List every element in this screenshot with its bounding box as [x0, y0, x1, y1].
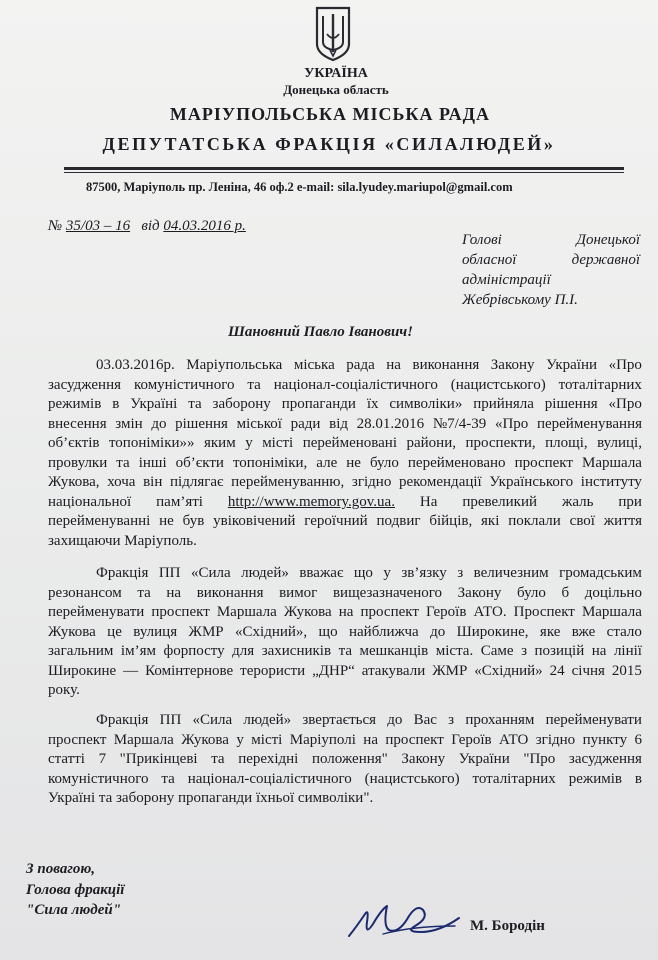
line-word: до: [387, 712, 403, 728]
paragraph-line: [48, 532, 642, 552]
line-word: —: [123, 662, 139, 679]
line-word: але: [316, 454, 338, 471]
line-word: України: [546, 357, 598, 373]
line-word: Україні: [130, 396, 178, 413]
line-word: Широкине: [48, 662, 117, 679]
line-word: стало: [606, 623, 642, 640]
line-word: ім’ям: [120, 643, 156, 660]
line-word: Фракція: [96, 565, 149, 581]
line-word: проспект: [385, 731, 444, 748]
line-word: вищезазначеного: [332, 584, 443, 601]
line-word: хоча: [107, 474, 136, 491]
sender-address: 87500, Маріуполь пр. Леніна, 46 оф.2 e-mail: sila.lyudey.mariupol@gmail.com: [86, 180, 513, 194]
line-word: доцільно: [584, 584, 642, 601]
line-word: атакували: [361, 662, 426, 679]
body-paragraph: [48, 711, 642, 809]
line-word: рішення: [544, 396, 598, 413]
line-word: Маршала: [216, 604, 277, 621]
line-word: проханням: [465, 712, 535, 728]
line-word: (нацистського): [364, 770, 460, 787]
line-word: проспект: [151, 604, 210, 621]
line-word: Жукова,: [48, 474, 100, 491]
line-word: та: [116, 454, 130, 471]
line-word: громадським: [559, 565, 642, 581]
line-word: поклали: [508, 513, 561, 530]
paragraph-line: [48, 454, 642, 474]
paragraph-line: [48, 415, 642, 435]
line-word: зв’язку: [401, 565, 447, 581]
line-word: у: [245, 435, 253, 452]
closing-title: Голова фракції: [26, 881, 125, 898]
line-word: „ДНР“: [312, 662, 355, 679]
line-word: в: [112, 396, 120, 413]
line-word: «Сила: [192, 712, 233, 728]
line-word: (нацистського): [450, 376, 546, 393]
line-word: Маріуполі: [289, 731, 356, 748]
line-word: позицій: [534, 643, 585, 660]
salutation: Шановний Павло Іванович!: [228, 324, 414, 340]
line-word: засудження: [568, 751, 642, 768]
line-word: це: [107, 623, 122, 640]
line-word: прийняла: [473, 396, 534, 413]
line-word: перейменуванню,: [231, 474, 345, 491]
paragraph-line: [48, 356, 642, 376]
reference-date: 04.03.2016 р.: [163, 218, 246, 234]
closing-regards: З повагою,: [26, 861, 96, 877]
line-word: року.: [48, 682, 80, 699]
line-word: не: [159, 513, 174, 530]
line-word: Українського: [489, 474, 574, 491]
line-word: місті: [251, 731, 283, 748]
line-word: «Про: [608, 357, 642, 373]
line-word: яке: [539, 623, 561, 640]
line-word: АТО.: [473, 604, 507, 621]
line-word: форпосту: [163, 643, 225, 660]
line-word: «Про: [494, 415, 529, 432]
line-word: 2015: [611, 662, 642, 679]
line-word: лінії: [613, 643, 642, 660]
faction-heading: ДЕПУТАТСЬКА ФРАКЦІЯ «СИЛАЛЮДЕЙ»: [102, 134, 556, 154]
line-word: проспект: [48, 731, 107, 748]
line-word: рекомендації: [398, 474, 482, 491]
line-word: не: [346, 454, 361, 471]
line-word: провулки: [48, 454, 108, 471]
line-word: топоніміки,: [232, 454, 308, 471]
line-word: на: [166, 584, 182, 601]
line-word: положення": [311, 751, 388, 768]
line-word: для: [232, 643, 255, 660]
line-word: проспекти,: [465, 435, 536, 452]
signer-name: М. Бородін: [470, 918, 545, 934]
line-word: засудження: [48, 376, 122, 393]
line-word: місті: [262, 435, 294, 452]
addressee-block: [462, 230, 640, 310]
line-word: перейменувати: [48, 604, 145, 621]
line-word: було: [517, 584, 546, 601]
line-word: Закону: [457, 584, 502, 601]
line-word: Комінтернове: [145, 662, 234, 679]
line-word: та: [161, 770, 175, 787]
line-word: вважає: [299, 565, 344, 581]
line-word: та: [188, 396, 202, 413]
line-word: режимів: [48, 396, 102, 413]
line-word: топоніміки»»: [108, 435, 195, 452]
line-word: в: [634, 770, 642, 787]
line-word: «Східний»,: [235, 623, 308, 640]
line-word: міста.: [435, 643, 474, 660]
line-word: площі,: [545, 435, 588, 452]
line-word: та: [247, 376, 261, 393]
line-word: він: [143, 474, 163, 491]
line-word: На: [419, 493, 438, 510]
paragraph-line: [48, 731, 642, 751]
paragraph-line: [48, 395, 642, 415]
line-word: №7/4-39: [432, 415, 487, 432]
line-word: Маршала: [581, 604, 642, 621]
line-word: комуністичного: [48, 770, 149, 787]
line-word: Саме: [480, 643, 514, 660]
line-word: АТО: [499, 731, 529, 748]
line-word: до: [430, 623, 446, 640]
line-word: 03.03.2016р.: [96, 357, 175, 373]
paragraph-line: [48, 681, 642, 701]
line-word: виконання: [412, 357, 480, 373]
line-word: Фракція: [96, 712, 149, 728]
line-word: на: [386, 357, 401, 373]
line-word: міська: [293, 357, 335, 373]
line-word: статті: [48, 751, 85, 768]
line-word: Маршала: [581, 454, 642, 471]
paragraph-line: [48, 750, 642, 770]
line-word: інші: [138, 454, 167, 471]
line-word: Героїв: [426, 604, 467, 621]
line-word: пункту: [582, 731, 628, 748]
line-word: символіки»: [389, 396, 463, 413]
line-word: підлягає: [170, 474, 224, 491]
line-word: Жукова: [181, 731, 229, 748]
line-word: з: [457, 565, 464, 581]
line-word: режимів: [568, 770, 622, 787]
paragraph-line: [48, 662, 642, 682]
line-word: що: [318, 623, 338, 640]
line-word: проспект: [360, 604, 419, 621]
line-word: Жукова: [48, 623, 96, 640]
line-word: людей»: [241, 565, 289, 581]
line-word: інституту: [580, 474, 642, 491]
line-word: об’єктів: [48, 435, 100, 452]
line-word: свої: [569, 513, 595, 530]
line-word: мешканців: [359, 643, 429, 660]
line-word: об’єкти: [175, 454, 224, 471]
line-word: перейменувати: [545, 712, 642, 728]
line-word: вулиці,: [597, 435, 642, 452]
line-word: проспект: [514, 454, 573, 471]
line-word: «Східний»: [474, 662, 543, 679]
line-word: увіковічений: [213, 513, 296, 530]
line-word: захищаючи Маріуполь.: [48, 532, 197, 549]
line-word: Закону: [490, 357, 535, 373]
line-word: «Про: [608, 396, 642, 413]
line-word: ЖМР: [432, 662, 468, 679]
line-word: було: [369, 454, 399, 471]
paragraph-line: [48, 434, 642, 454]
line-word: захисників: [261, 643, 332, 660]
line-word: 28.01.2016: [356, 415, 425, 432]
line-word: Маршала: [113, 731, 174, 748]
line-word: жаль: [561, 493, 594, 510]
paragraph-line: [48, 564, 642, 584]
line-word: що: [353, 565, 373, 581]
paragraph-line: [48, 584, 642, 604]
line-word: превеликий: [462, 493, 538, 510]
line-word: перейменовані: [302, 435, 398, 452]
line-word: Україні та заборону пропаганди їхньої символіки".: [48, 790, 374, 807]
paragraph-line: [48, 493, 642, 513]
line-word: тоталітарних: [472, 770, 556, 787]
line-word: подвиг: [376, 513, 421, 530]
line-word: звертається: [302, 712, 377, 728]
line-word: на: [591, 643, 607, 660]
line-word: від: [329, 415, 348, 432]
header-divider: [64, 167, 624, 170]
closing-organization: "Сила людей": [26, 902, 122, 918]
line-word: у: [383, 565, 391, 581]
line-word: на: [338, 604, 354, 621]
line-word: Героїв: [451, 731, 492, 748]
line-word: націонал-соціалістичного: [273, 376, 438, 393]
line-word: життя: [603, 513, 642, 530]
body-paragraph: [48, 356, 642, 551]
header-divider-thin: [64, 172, 624, 173]
line-word: перехідні: [238, 751, 299, 768]
line-word: рішення: [175, 415, 228, 432]
line-word: 6: [634, 731, 642, 748]
line-word: вимог: [279, 584, 318, 601]
line-word: людей»: [243, 712, 292, 728]
line-word: терористи: [240, 662, 306, 679]
line-word: ЖМР: [188, 623, 224, 640]
line-word: "Про: [523, 751, 556, 768]
reference-number: 35/03 – 16: [65, 218, 131, 234]
line-word: бійців,: [429, 513, 473, 530]
line-word: Жукова: [283, 604, 332, 621]
line-word: їх: [366, 396, 379, 413]
addressee-name: Жебрівському П.І.: [462, 292, 578, 308]
line-word: вже: [571, 623, 596, 640]
line-word: був: [182, 513, 205, 530]
paragraph-line: [48, 770, 642, 790]
line-word: на: [363, 731, 378, 748]
line-word: http://www.memory.gov.ua.: [227, 493, 395, 510]
line-word: України: [458, 751, 510, 768]
oblast-heading: Донецька область: [283, 82, 389, 97]
line-word: при: [618, 493, 642, 510]
line-word: ПП: [159, 712, 182, 728]
addressee-word: державної: [571, 252, 640, 268]
line-word: згідно: [535, 731, 576, 748]
line-word: найближча: [349, 623, 419, 640]
line-word: вулиця: [133, 623, 178, 640]
line-word: Закону: [401, 751, 446, 768]
addressee-word: Донецької: [576, 232, 640, 248]
paragraph-line: [48, 603, 642, 623]
line-word: націонал-соціалістичного: [187, 770, 352, 787]
line-word: до: [151, 415, 167, 432]
line-word: ПП: [158, 565, 181, 581]
paragraph-line: [48, 789, 642, 809]
paragraph-line: [48, 642, 642, 662]
line-word: рада: [346, 357, 375, 373]
reference-line: [48, 218, 246, 235]
line-word: 7: [98, 751, 107, 768]
line-word: з: [521, 643, 527, 660]
line-word: перейменування: [536, 415, 642, 432]
paragraph-line: [48, 376, 642, 396]
line-word: які: [481, 513, 500, 530]
line-word: яким: [204, 435, 236, 452]
country-heading: УКРАЇНА: [304, 66, 368, 81]
council-heading: МАРІУПОЛЬСЬКА МІСЬКА РАДА: [169, 104, 491, 124]
line-word: січня: [571, 662, 605, 679]
line-word: міської: [236, 415, 282, 432]
line-word: тоталітарних: [558, 376, 642, 393]
line-word: "Прикінцеві: [119, 751, 198, 768]
line-word: загальним: [48, 643, 114, 660]
paragraph-line: [48, 512, 642, 532]
line-word: Широкине,: [456, 623, 529, 640]
addressee-word: обласної: [462, 252, 517, 268]
line-word: пропаганди: [281, 396, 356, 413]
reference-from-label: від: [141, 218, 160, 234]
paragraph-line: [48, 473, 642, 493]
line-word: резонансом: [48, 584, 122, 601]
addressee-line: адміністрації: [462, 272, 551, 288]
line-word: національної: [48, 493, 132, 510]
line-word: та: [338, 643, 352, 660]
handwritten-signature: [343, 896, 463, 944]
line-word: комуністичного: [133, 376, 235, 393]
reference-no-label: №: [48, 218, 63, 234]
line-word: змін: [115, 415, 143, 432]
line-word: героїчний: [304, 513, 368, 530]
line-word: перейменовано: [407, 454, 506, 471]
line-word: Проспект: [513, 604, 575, 621]
line-word: ради: [290, 415, 321, 432]
line-word: згідно: [351, 474, 392, 491]
trident-emblem-icon: [313, 6, 353, 62]
line-word: пам’яті: [156, 493, 203, 510]
line-word: «Сила: [190, 565, 231, 581]
line-word: перейменуванні: [48, 513, 151, 530]
addressee-word: Голові: [462, 232, 502, 248]
line-word: заборону: [212, 396, 271, 413]
line-word: величезним: [473, 565, 549, 581]
line-word: у: [236, 731, 244, 748]
line-word: б: [561, 584, 570, 601]
paragraph-line: [48, 711, 642, 731]
line-word: Вас: [413, 712, 437, 728]
paragraph-line: [48, 623, 642, 643]
line-word: виконання: [196, 584, 264, 601]
line-word: 24: [549, 662, 565, 679]
line-word: Маріупольська: [186, 357, 283, 373]
line-word: з: [448, 712, 455, 728]
line-word: райони,: [406, 435, 456, 452]
line-word: та: [137, 584, 151, 601]
line-word: та: [211, 751, 225, 768]
closing-block: [26, 859, 124, 921]
body-paragraph: [48, 564, 642, 701]
line-word: внесення: [48, 415, 107, 432]
